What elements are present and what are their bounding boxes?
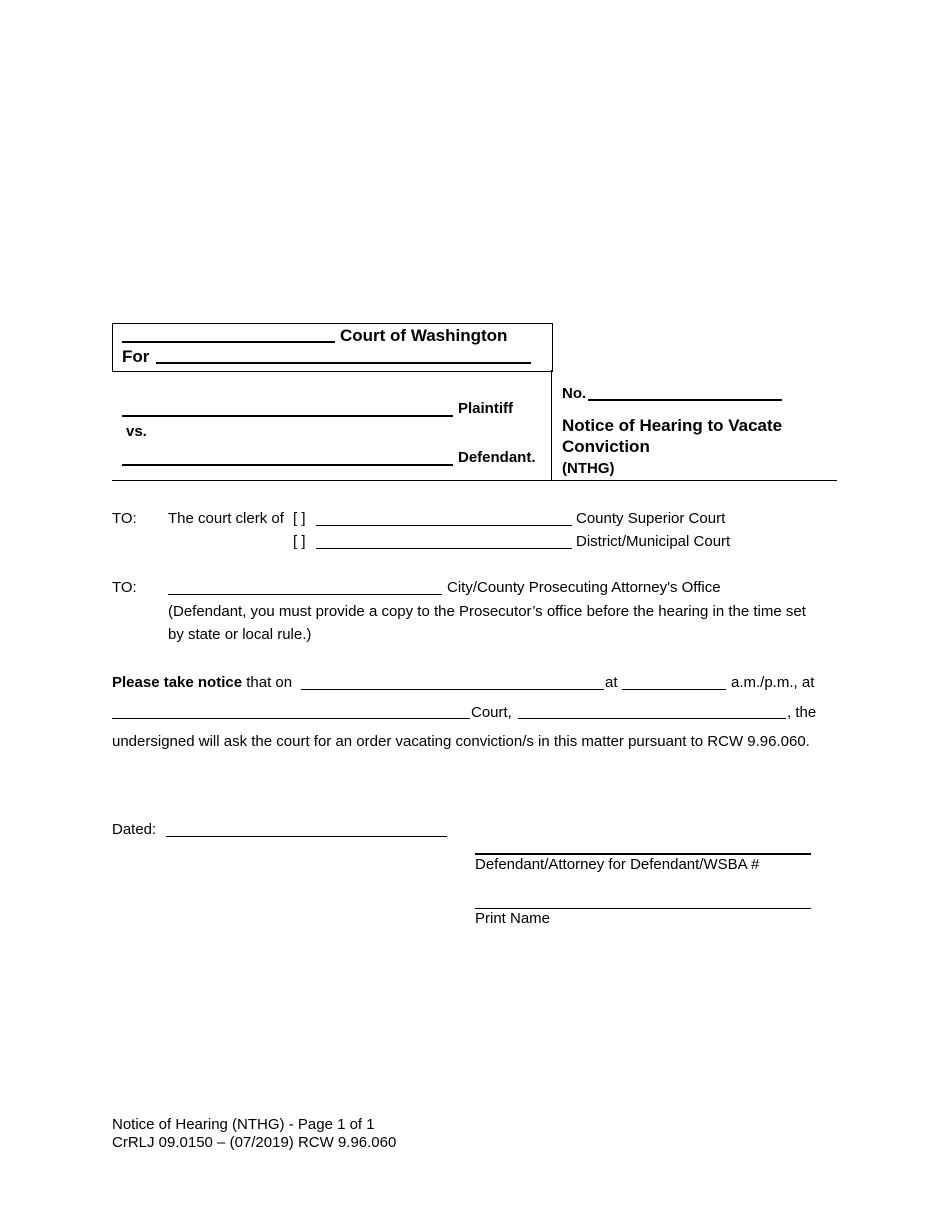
case-number-label: No. (562, 385, 587, 402)
courtroom-blank[interactable] (518, 718, 786, 719)
footer-line2: CrRLJ 09.0150 – (07/2019) RCW 9.96.060 (112, 1134, 397, 1151)
court-name-blank[interactable] (122, 341, 335, 343)
case-number-blank[interactable] (588, 399, 782, 401)
ampm-label: a.m./p.m., at (731, 674, 815, 691)
print-name-blank[interactable] (475, 908, 811, 909)
prosecutor-instruction-line1: (Defendant, you must provide a copy to the Prosecutor’s office before the hearing in the time set (168, 603, 806, 620)
dated-blank[interactable] (166, 836, 447, 837)
signer-label: Defendant/Attorney for Defendant/WSBA # (475, 856, 760, 873)
superior-court-checkbox[interactable]: [ ] (293, 510, 306, 527)
document-code: (NTHG) (562, 460, 615, 477)
document-title-line1: Notice of Hearing to Vacate (562, 416, 783, 435)
court-of-washington-label: Court of Washington (340, 326, 508, 345)
to-clerk-label: TO: (112, 510, 137, 527)
caption-divider (551, 370, 552, 480)
prosecutor-blank[interactable] (168, 594, 442, 595)
clerk-prefix: The court clerk of (168, 510, 284, 527)
superior-county-blank[interactable] (316, 525, 572, 526)
district-court-checkbox[interactable]: [ ] (293, 533, 306, 550)
prosecutor-office-label: City/County Prosecuting Attorney's Office (447, 579, 721, 596)
document-title-line2: Conviction (562, 437, 650, 456)
vs-label: vs. (126, 423, 147, 440)
notice-bold-lead: Please take notice (112, 674, 243, 691)
dated-label: Dated: (112, 821, 157, 838)
county-blank[interactable] (156, 362, 531, 364)
court-comma-label: Court, (471, 704, 512, 721)
plaintiff-blank[interactable] (122, 415, 453, 417)
print-name-label: Print Name (475, 910, 551, 927)
superior-court-option: County Superior Court (576, 510, 726, 527)
prosecutor-instruction-line2: by state or local rule.) (168, 626, 312, 643)
footer-line1: Notice of Hearing (NTHG) - Page 1 of 1 (112, 1116, 375, 1133)
plaintiff-label: Plaintiff (458, 400, 513, 417)
defendant-blank[interactable] (122, 464, 453, 466)
notice-closing: undersigned will ask the court for an order vacating conviction/s in this matter pursuant to RCW 9.96.060. (112, 733, 810, 750)
hearing-time-blank[interactable] (622, 689, 726, 690)
district-court-option: District/Municipal Court (576, 533, 731, 550)
notice-that-on: that on (242, 674, 293, 691)
caption-bottom-rule (112, 480, 837, 481)
for-label: For (122, 347, 150, 366)
court-location-blank[interactable] (112, 718, 470, 719)
signature-blank[interactable] (475, 853, 811, 855)
defendant-label: Defendant. (458, 449, 536, 466)
hearing-date-blank[interactable] (301, 689, 604, 690)
to-prosecutor-label: TO: (112, 579, 137, 596)
notice-line1 (112, 674, 292, 691)
at-label: at (605, 674, 618, 691)
the-label: , the (787, 704, 817, 721)
district-court-blank[interactable] (316, 548, 572, 549)
